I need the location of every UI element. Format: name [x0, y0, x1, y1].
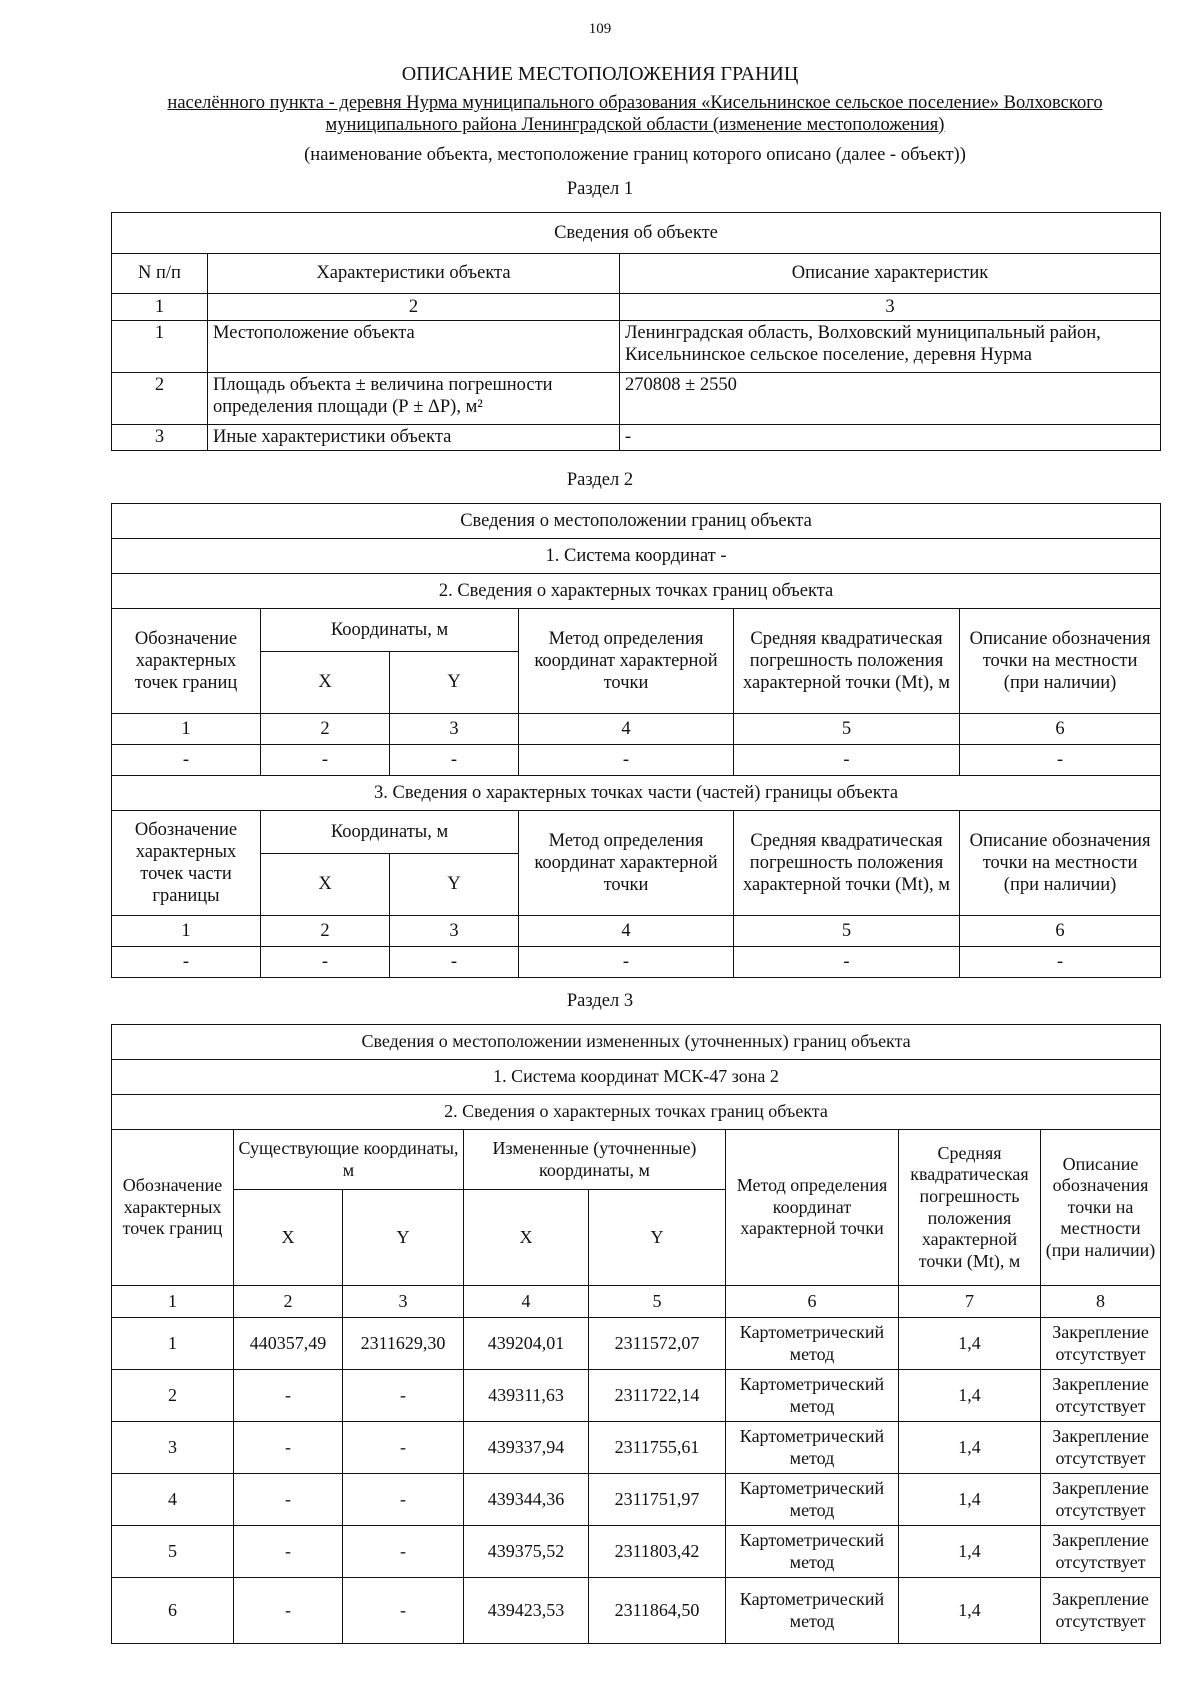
header-cell: Обозначение характерных точек границ	[112, 1130, 234, 1286]
characteristic-name: Площадь объекта ± величина погрешности определения площади (Р ± ΔР), м²	[208, 373, 620, 425]
header-cell: Средняя квадратическая погрешность положения характерной точки (Mt), м	[734, 811, 960, 916]
boundary-location-table	[111, 503, 1161, 978]
document-title: ОПИСАНИЕ МЕСТОПОЛОЖЕНИЯ ГРАНИЦ	[401, 63, 799, 85]
existing-y: -	[343, 1474, 464, 1526]
empty-cell: -	[519, 947, 734, 978]
table-row	[112, 947, 1161, 978]
document-subtitle: населённого пункта - деревня Нурма муниципального образования «Кисельнинское сельское поселение» Волховского муниципального района Ленинградской области (изменение местоположения)	[167, 93, 1103, 135]
mean-error: 1,4	[899, 1422, 1041, 1474]
point-number: 6	[112, 1578, 234, 1644]
header-cell: Существующие координаты, м	[234, 1130, 464, 1190]
row-number: 1	[112, 321, 208, 373]
coordinate-system: 1. Система координат МСК-47 зона 2	[112, 1060, 1161, 1095]
column-number: 5	[589, 1286, 726, 1318]
method: Картометрический метод	[726, 1422, 899, 1474]
header-cell: Описание обозначения точки на местности (при наличии)	[1041, 1130, 1161, 1286]
characteristic-value: 270808 ± 2550	[620, 373, 1161, 425]
empty-cell: -	[390, 745, 519, 776]
empty-cell: -	[390, 947, 519, 978]
header-cell: X	[261, 854, 390, 916]
empty-cell: -	[734, 745, 960, 776]
header-cell: Измененные (уточненные) координаты, м	[464, 1130, 726, 1190]
mean-error: 1,4	[899, 1474, 1041, 1526]
header-cell: N п/п	[112, 254, 208, 294]
characteristic-name: Иные характеристики объекта	[208, 425, 620, 451]
existing-y: -	[343, 1526, 464, 1578]
column-number: 4	[464, 1286, 589, 1318]
point-description: Закрепление отсутствует	[1041, 1318, 1161, 1370]
column-number: 2	[261, 714, 390, 745]
column-number: 6	[960, 714, 1161, 745]
header-cell: X	[464, 1190, 589, 1286]
method: Картометрический метод	[726, 1370, 899, 1422]
table-title: Сведения об объекте	[112, 213, 1161, 254]
header-cell: Средняя квадратическая погрешность положения характерной точки (Mt), м	[899, 1130, 1041, 1286]
header-cell: Метод определения координат характерной точки	[726, 1130, 899, 1286]
column-number: 2	[234, 1286, 343, 1318]
header-cell: Обозначение характерных точек границ	[112, 609, 261, 714]
existing-x: -	[234, 1474, 343, 1526]
mean-error: 1,4	[899, 1526, 1041, 1578]
changed-x: 439337,94	[464, 1422, 589, 1474]
header-cell: Y	[343, 1190, 464, 1286]
column-number: 2	[261, 916, 390, 947]
point-description: Закрепление отсутствует	[1041, 1422, 1161, 1474]
header-cell: Описание обозначения точки на местности (при наличии)	[960, 811, 1161, 916]
table-row	[112, 1474, 1161, 1526]
changed-y: 2311755,61	[589, 1422, 726, 1474]
existing-x: -	[234, 1370, 343, 1422]
section-1-label: Раздел 1	[566, 179, 634, 199]
table-row	[112, 425, 1161, 451]
row-number: 3	[112, 425, 208, 451]
points-subtitle: 2. Сведения о характерных точках границ объекта	[112, 1095, 1161, 1130]
column-number: 7	[899, 1286, 1041, 1318]
table-title: Сведения о местоположении границ объекта	[112, 504, 1161, 539]
section-3-label: Раздел 3	[566, 991, 634, 1011]
changed-x: 439423,53	[464, 1578, 589, 1644]
header-cell: Y	[390, 854, 519, 916]
row-number: 2	[112, 373, 208, 425]
mean-error: 1,4	[899, 1318, 1041, 1370]
object-info-table	[111, 212, 1161, 451]
column-number: 6	[960, 916, 1161, 947]
characteristic-name: Местоположение объекта	[208, 321, 620, 373]
changed-x: 439311,63	[464, 1370, 589, 1422]
changed-boundary-table	[111, 1024, 1161, 1644]
header-cell: Координаты, м	[261, 609, 519, 652]
column-number: 5	[734, 714, 960, 745]
column-number: 4	[519, 714, 734, 745]
section-2-label: Раздел 2	[566, 470, 634, 490]
characteristic-value: Ленинградская область, Волховский муниципальный район, Кисельнинское сельское поселение, деревня Нурма	[620, 321, 1161, 373]
existing-y: 2311629,30	[343, 1318, 464, 1370]
header-cell: Метод определения координат характерной точки	[519, 811, 734, 916]
changed-y: 2311803,42	[589, 1526, 726, 1578]
table-row	[112, 373, 1161, 425]
existing-y: -	[343, 1370, 464, 1422]
header-cell: Обозначение характерных точек части границы	[112, 811, 261, 916]
table-row	[112, 1370, 1161, 1422]
header-cell: Y	[390, 652, 519, 714]
table-title: Сведения о местоположении измененных (уточненных) границ объекта	[112, 1025, 1161, 1060]
point-number: 2	[112, 1370, 234, 1422]
table-row	[112, 1526, 1161, 1578]
header-cell: Описание обозначения точки на местности (при наличии)	[960, 609, 1161, 714]
column-number: 1	[112, 916, 261, 947]
column-number: 1	[112, 714, 261, 745]
changed-x: 439375,52	[464, 1526, 589, 1578]
method: Картометрический метод	[726, 1526, 899, 1578]
header-cell: Координаты, м	[261, 811, 519, 854]
column-number: 3	[390, 916, 519, 947]
existing-x: -	[234, 1526, 343, 1578]
point-number: 1	[112, 1318, 234, 1370]
table-row	[112, 745, 1161, 776]
empty-cell: -	[734, 947, 960, 978]
table-row	[112, 1318, 1161, 1370]
column-number: 5	[734, 916, 960, 947]
mean-error: 1,4	[899, 1370, 1041, 1422]
column-number: 2	[208, 294, 620, 321]
point-description: Закрепление отсутствует	[1041, 1526, 1161, 1578]
existing-x: -	[234, 1422, 343, 1474]
header-cell: Метод определения координат характерной точки	[519, 609, 734, 714]
header-cell: Характеристики объекта	[208, 254, 620, 294]
empty-cell: -	[519, 745, 734, 776]
column-number: 3	[343, 1286, 464, 1318]
page-number: 109	[588, 21, 612, 37]
empty-cell: -	[960, 745, 1161, 776]
parts-subtitle: 3. Сведения о характерных точках части (частей) границы объекта	[112, 776, 1161, 811]
header-cell: X	[234, 1190, 343, 1286]
method: Картометрический метод	[726, 1474, 899, 1526]
changed-x: 439204,01	[464, 1318, 589, 1370]
changed-y: 2311572,07	[589, 1318, 726, 1370]
mean-error: 1,4	[899, 1578, 1041, 1644]
column-number: 3	[620, 294, 1161, 321]
point-number: 3	[112, 1422, 234, 1474]
empty-cell: -	[112, 947, 261, 978]
table-row	[112, 321, 1161, 373]
changed-x: 439344,36	[464, 1474, 589, 1526]
object-note: (наименование объекта, местоположение границ которого описано (далее - объект))	[304, 145, 966, 165]
column-number: 1	[112, 1286, 234, 1318]
header-cell: Описание характеристик	[620, 254, 1161, 294]
column-number: 4	[519, 916, 734, 947]
changed-y: 2311864,50	[589, 1578, 726, 1644]
header-cell: Y	[589, 1190, 726, 1286]
point-description: Закрепление отсутствует	[1041, 1578, 1161, 1644]
empty-cell: -	[261, 947, 390, 978]
table-row	[112, 1422, 1161, 1474]
method: Картометрический метод	[726, 1578, 899, 1644]
column-number: 8	[1041, 1286, 1161, 1318]
header-cell: X	[261, 652, 390, 714]
column-number: 1	[112, 294, 208, 321]
point-description: Закрепление отсутствует	[1041, 1474, 1161, 1526]
method: Картометрический метод	[726, 1318, 899, 1370]
table-row	[112, 1578, 1161, 1644]
existing-y: -	[343, 1422, 464, 1474]
empty-cell: -	[960, 947, 1161, 978]
empty-cell: -	[261, 745, 390, 776]
header-cell: Средняя квадратическая погрешность положения характерной точки (Mt), м	[734, 609, 960, 714]
point-description: Закрепление отсутствует	[1041, 1370, 1161, 1422]
existing-x: 440357,49	[234, 1318, 343, 1370]
existing-y: -	[343, 1578, 464, 1644]
point-number: 5	[112, 1526, 234, 1578]
existing-x: -	[234, 1578, 343, 1644]
changed-y: 2311751,97	[589, 1474, 726, 1526]
column-number: 3	[390, 714, 519, 745]
column-number: 6	[726, 1286, 899, 1318]
characteristic-value: -	[620, 425, 1161, 451]
changed-y: 2311722,14	[589, 1370, 726, 1422]
points-subtitle: 2. Сведения о характерных точках границ объекта	[112, 574, 1161, 609]
empty-cell: -	[112, 745, 261, 776]
point-number: 4	[112, 1474, 234, 1526]
coordinate-system: 1. Система координат -	[112, 539, 1161, 574]
